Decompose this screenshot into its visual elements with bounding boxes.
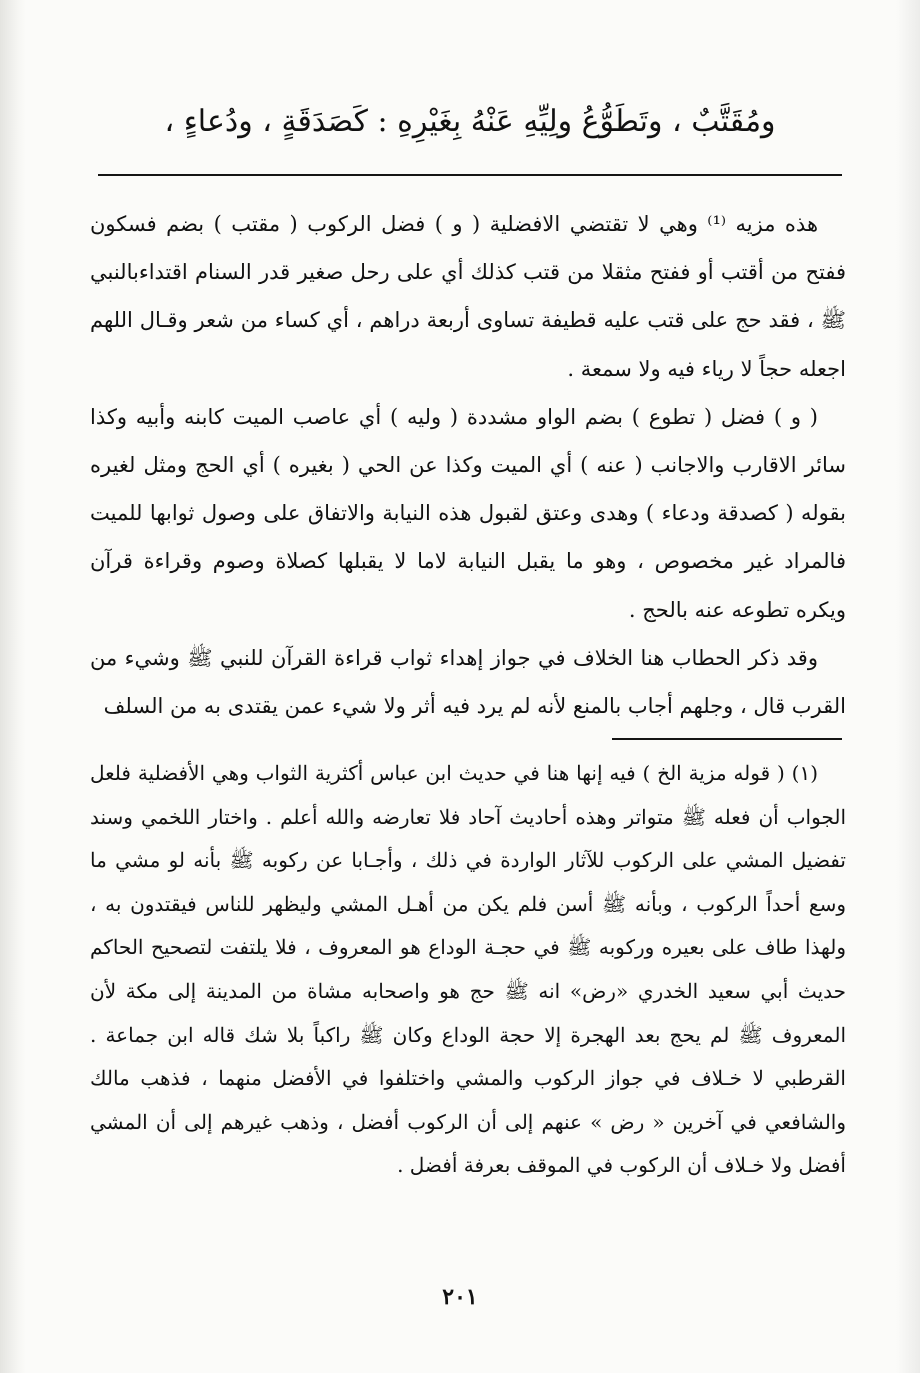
commentary-paragraph-2: ( و ) فضل ( تطوع ) بضم الواو مشددة ( وليه ) أي عاصب الميت كابنه وأبيه وكذا سائر الاقارب والاجانب ( عنه ) أي الميت وكذا عن الحي ( بغيره ) أي الحج ومثل لغيره بقوله ( كصدقة ودعاء ) وهدى وعتق لقبول هذه النيابة والاتفاق على وصول ثوابها للميت فالمراد غير مخصوص ، وهو ما يقبل النيابة لاما لا يقبلها كصلاة وصوم وقراءة قرآن ويكره تطوعه عنه بالحج . <box>90 404 846 622</box>
footnote-paragraph-1: (١) ( قوله مزية الخ ) فيه إنها هنا في حديث ابن عباس أكثرية الثواب وهي الأفضلية فلعل الجواب أن فعله ﷺ متواتر وهذه أحاديث آحاد فلا تعارضه والله أعلم . واختار اللخمي وسند تفضيل المشي على الركوب للآثار الواردة في ذلك ، وأجـابا عن ركوبه ﷺ بأنه لو مشي ما وسع أحداً الركوب ، وبأنه ﷺ أسن فلم يكن من أهـل المشي وليظهر للناس فيقتدون به ، ولهذا طاف على بعيره وركوبه ﷺ في حجـة الوداع هو المعروف ، فلا يلتفت لتصحيح الحاكم حديث أبي سعيد الخدري «رض» انه ﷺ حج هو واصحابه مشاة من المدينة إلى مكة لأن المعروف ﷺ لم يحج بعد الهجرة إلا حجة الوداع وكان ﷺ راكباً بلا شك قاله ابن جماعة . القرطبي لا خـلاف في جواز الركوب والمشي واختلفوا في الأفضل منهما ، فذهب مالك والشافعي في آخرين « رض » عنهم إلى أن الركوب أفضل ، وذهب غيرهم إلى أن المشي أفضل ولا خـلاف أن الركوب في الموقف بعرفة أفضل . <box>90 761 847 1178</box>
page-gutter-shadow <box>0 0 26 1373</box>
commentary-paragraph-1: هذه مزيه ⁽¹⁾ وهي لا تقتضي الافضلية ( و ) فضل الركوب ( مقتب ) بضم فسكون ففتح من أقتب أو ففتح مثقلا من قتب كذلك أي على رحل صغير قدر السنام اقتداءبالنبي ﷺ ، فقد حج على قتب عليه قطيفة تساوى أربعة دراهم ، أي كساء من شعر وقـال اللهم اجعله حجاً لا رياء فيه ولا سمعة . <box>90 212 846 381</box>
footnote-divider <box>612 738 842 740</box>
commentary-body <box>90 200 846 730</box>
header-divider <box>98 174 842 176</box>
page-number: ٢٠١ <box>442 1284 478 1310</box>
page-edge-shadow <box>896 0 920 1373</box>
commentary-paragraph-3: وقد ذكر الحطاب هنا الخلاف في جواز إهداء ثواب قراءة القرآن للنبي ﷺ وشيء من القرب قال ، وجلهم أجاب بالمنع لأنه لم يرد فيه أثر ولا شيء عمن يقتدى به من السلف <box>90 645 846 719</box>
footnote-body <box>90 752 846 1188</box>
matn-heading: ومُقَتَّبٌ ، وتَطَوُّعُ ولِيِّهِ عَنْهُ بِغَيْرِهِ : كَصَدَقَةٍ ، ودُعاءٍ ، <box>164 104 776 139</box>
